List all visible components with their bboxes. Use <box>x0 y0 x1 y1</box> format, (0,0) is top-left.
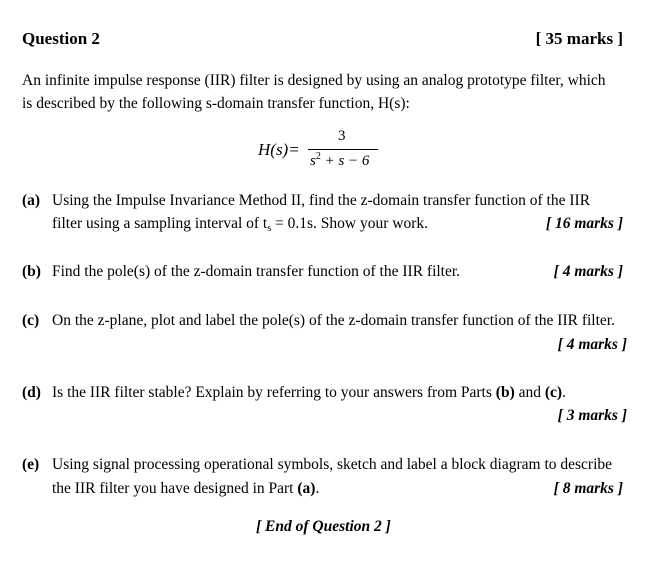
part-e-text: the IIR filter you have designed in Part <box>52 480 298 497</box>
part-d-text: Is the IIR filter stable? Explain by referring to your answers from Parts <box>52 384 496 401</box>
part-d-label: (d) <box>22 384 41 401</box>
formula-numerator: 3 <box>338 128 346 144</box>
den-remainder: + s − 6 <box>320 153 370 169</box>
part-a-label: (a) <box>22 192 41 209</box>
part-a-line-1: Using the Impulse Invariance Method II, find the z-domain transfer function of the IIR <box>52 192 591 209</box>
part-b-line-1: Find the pole(s) of the z-domain transfer function of the IIR filter. <box>52 263 461 280</box>
part-d-marks: [ 3 marks ] <box>557 407 627 424</box>
formula-denominator <box>310 151 369 170</box>
part-d-and: and <box>514 384 545 401</box>
formula-lhs: H(s)= <box>258 140 300 159</box>
transfer-function-formula <box>258 128 398 178</box>
question-title: Question 2 <box>22 29 100 48</box>
part-a-line-2-end: = 0.1s. Show your work. <box>271 215 428 232</box>
part-e-marks: [ 8 marks ] <box>553 480 623 497</box>
intro-line-2: is described by the following s-domain transfer function, H(s): <box>22 95 410 112</box>
den-variable: s <box>310 153 316 169</box>
part-b-marks: [ 4 marks ] <box>553 263 623 280</box>
part-c-line-1: On the z-plane, plot and label the pole(s) of the z-domain transfer function of the IIR filter. <box>52 312 615 329</box>
part-d-ref-b: (b) <box>495 384 515 401</box>
end-of-question: [ End of Question 2 ] <box>256 518 391 535</box>
part-d-ref-c: (c) <box>544 384 563 401</box>
intro-line-1: An infinite impulse response (IIR) filter is designed by using an analog prototype filter, which <box>22 72 606 89</box>
part-e-line-1: Using signal processing operational symbols, sketch and label a block diagram to describe <box>52 456 613 473</box>
question-total-marks: [ 35 marks ] <box>535 29 623 48</box>
part-d-end: . <box>562 384 566 401</box>
part-c-label: (c) <box>22 312 40 329</box>
part-e-label: (e) <box>22 456 40 473</box>
part-b-label: (b) <box>22 263 41 280</box>
part-e-line-2 <box>52 480 319 498</box>
part-e-ref-a: (a) <box>297 480 316 497</box>
part-a-line-2 <box>52 215 428 234</box>
part-a-line-2-text: filter using a sampling interval of t <box>52 215 268 232</box>
fraction-bar <box>308 149 378 150</box>
part-a-subscript: s <box>267 223 272 234</box>
den-exponent: 2 <box>315 151 321 162</box>
part-e-end: . <box>315 480 320 497</box>
part-c-marks: [ 4 marks ] <box>557 336 627 353</box>
part-d-line-1 <box>52 384 566 402</box>
part-a-marks: [ 16 marks ] <box>545 215 623 232</box>
